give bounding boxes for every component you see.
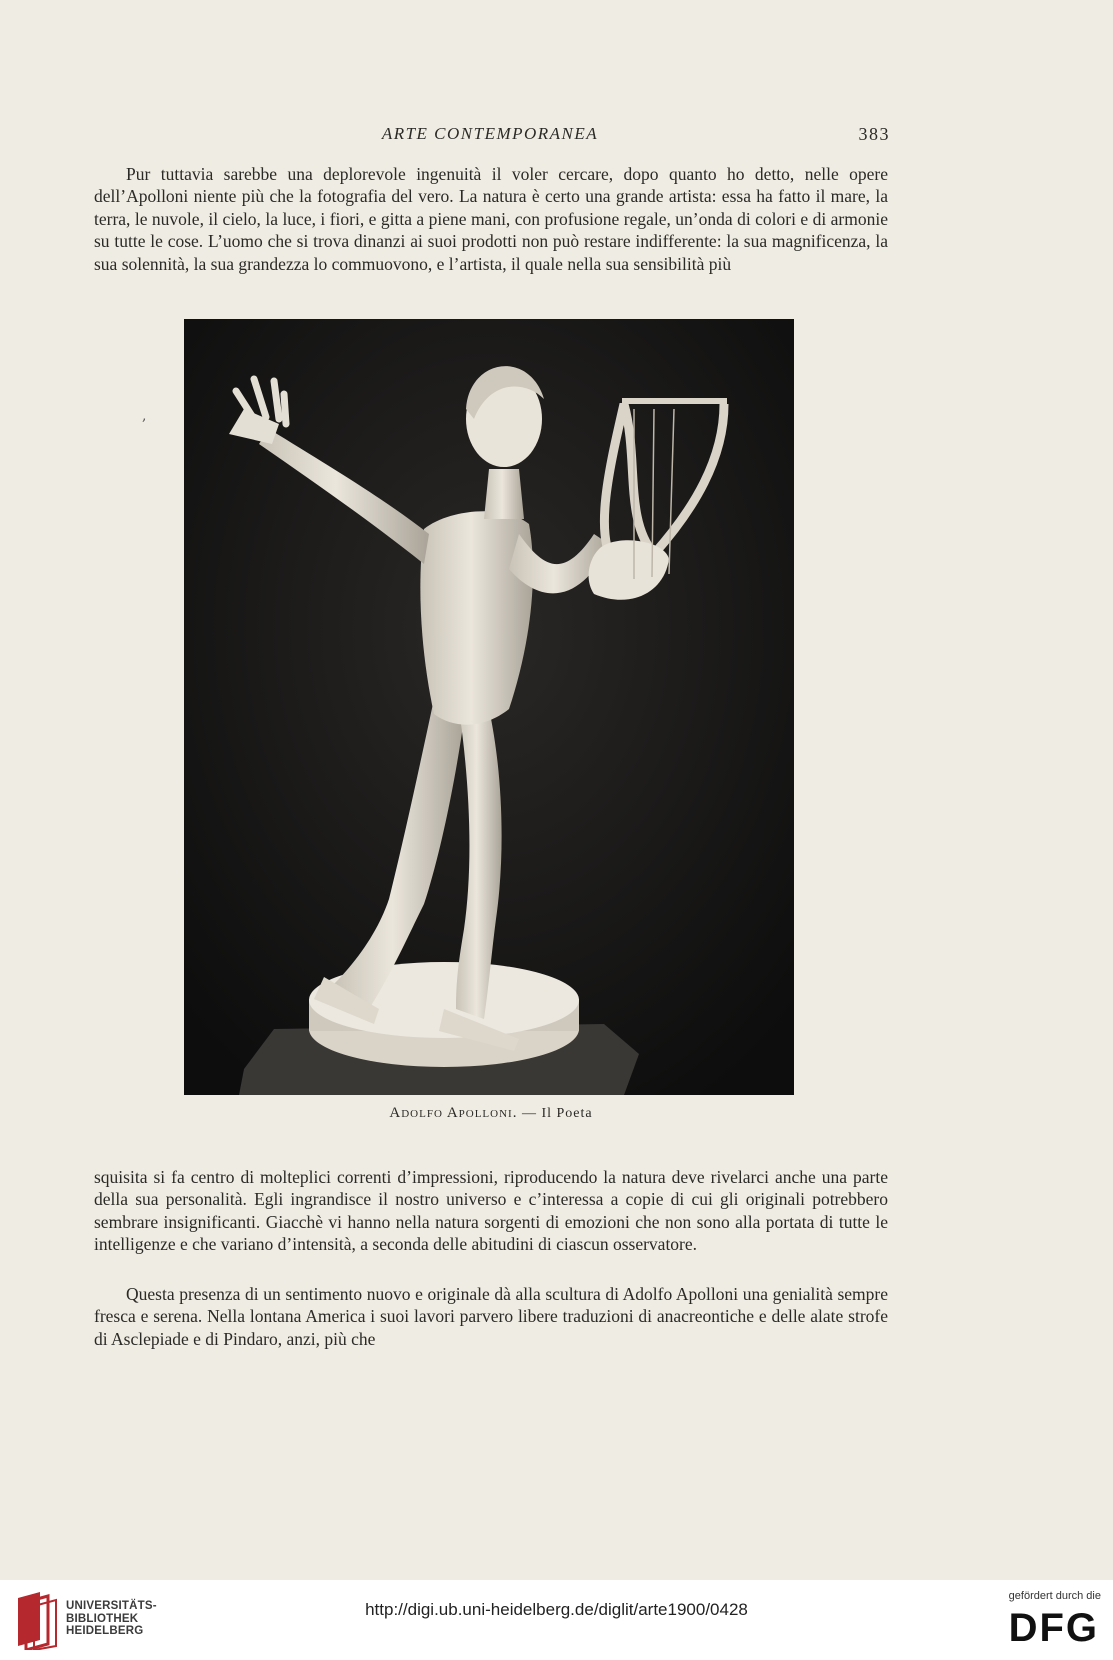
statue-photograph [184, 319, 794, 1095]
running-title: ARTE CONTEMPORANEA [381, 124, 599, 143]
library-name-line-3: HEIDELBERG [66, 1625, 144, 1637]
university-library-logo-icon [14, 1590, 60, 1650]
digitization-footer [0, 1580, 1113, 1660]
paragraph-2: squisita si fa centro di molteplici correnti d’impressioni, riproducendo la natura deve rivelarci anche una parte della sua personalità. Egli ingrandisce il nostro universo e c’interessa a copie di cui gli originali potrebbero sembrare insignificanti. Giacchè vi hanno nella natura sorgenti di emozioni che non sono alla portata di tutte le intelligenze e che variano d’intensità, a seconda delle abitudini di ciascun osservatore. [94, 1167, 888, 1255]
page-number: 383 [858, 124, 890, 144]
caption-artist: Adolfo Apolloni. [389, 1105, 518, 1121]
funding-label: gefördert durch die [1008, 1590, 1101, 1602]
running-header [90, 122, 890, 150]
caption-separator: — [517, 1106, 542, 1121]
permalink-url[interactable]: http://digi.ub.uni-heidelberg.de/diglit/arte1900/0428 [365, 1600, 748, 1619]
library-name-line-2: BIBLIOTHEK [66, 1612, 139, 1625]
paragraph-1: Pur tuttavia sarebbe una deplorevole ingenuità il voler cercare, dopo quanto ho detto, nelle opere dell’Apolloni niente più che la fotografia del vero. La natura è certo una grande artista: essa ha fatto il mare, la terra, le nuvole, il cielo, la luce, i fiori, e gitta a piene mani, con profusione regale, un’onda di colori e di armonie su tutte le cose. L’uomo che si trova dinanzi ai suoi prodotti non può restare indifferente: la sua magnificenza, la sua solennità, la sua grandezza lo commuovono, e l’artista, il quale nella sua sensibilità più [94, 164, 888, 274]
statue-illustration [184, 319, 794, 1095]
library-name-line-1: UNIVERSITÄTS- [66, 1600, 157, 1612]
caption-title: Il Poeta [541, 1106, 593, 1121]
dfg-logo: DFG [1008, 1606, 1099, 1650]
margin-mark: , [142, 408, 147, 424]
figure-caption [94, 1105, 888, 1122]
paragraph-3: Questa presenza di un sentimento nuovo e originale dà alla scultura di Adolfo Apolloni una genialità sempre fresca e serena. Nella lontana America i suoi lavori parvero libere traduzioni di anacreontiche e delle alate strofe di Asclepiade e di Pindaro, anzi, più che [94, 1284, 888, 1349]
